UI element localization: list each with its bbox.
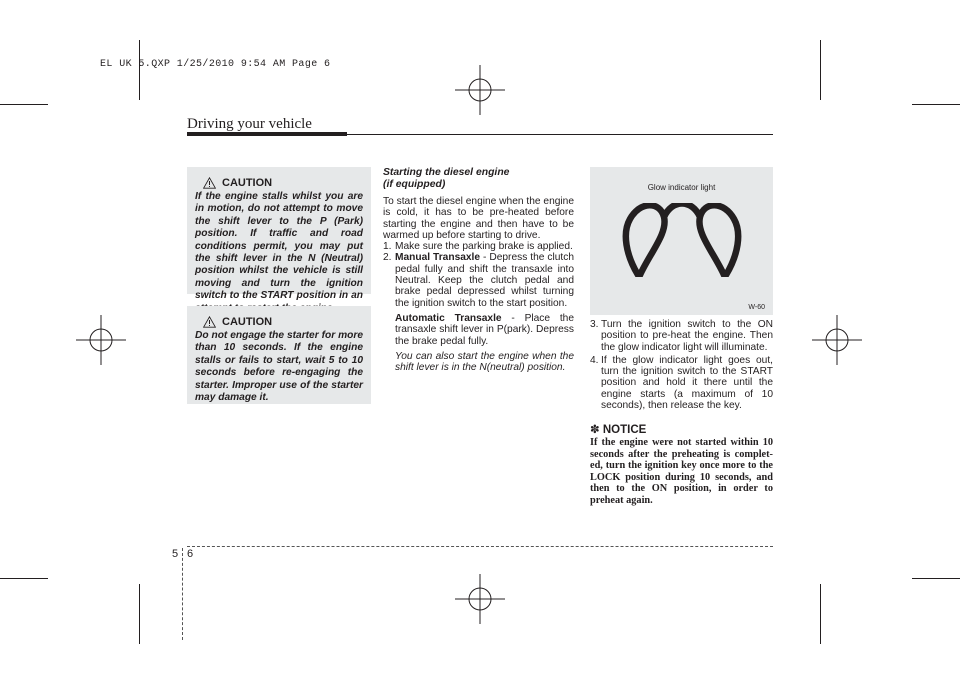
section-title: Driving your vehicle [187, 116, 312, 132]
list-item: 2. Manual Transaxle - Depress the clutch pedal fully and shift the transaxle into Neutral. Keep the clutch pedal and brake pedal depressed whilst turning the ignition switch to the start position. [383, 252, 574, 309]
list-item: 1. Make sure the parking brake is applied. [383, 241, 573, 253]
caution-box-starter [187, 306, 371, 404]
footer-rule [187, 546, 773, 547]
automatic-transaxle-paragraph: Automatic Transaxle - Place the transaxle shift lever in P(park). Depress the brake pedal fully. [395, 312, 574, 347]
subheading: Starting the diesel engine (if equipped) [383, 167, 510, 190]
crop-mark [0, 578, 48, 579]
registration-mark-icon [455, 65, 505, 115]
caution-text: If the engine stalls whilst you are in motion, do not attempt to move the shift lever to the P (Park) position. If traffic and road conditions permit, you may put the shift lever in the N (Neutral) position whilst the vehicle is still moving and turn the ignition switch to the START position in an [195, 191, 363, 302]
crop-mark [139, 40, 140, 100]
registration-mark-icon [455, 574, 505, 624]
intro-paragraph: To start the diesel engine when the engine is cold, it has to be pre-heated before starting the engine and then have to be warmed up before starting to drive. [383, 196, 574, 241]
caution-label: CAUTION [222, 177, 273, 189]
crop-mark [820, 40, 821, 100]
list-item: 4. If the glow indicator light goes out, turn the ignition switch to the START position and hold it there until the engine starts (a maximum of 10 seconds), then release the key. [590, 354, 773, 412]
notice-label: NOTICE [602, 424, 647, 436]
neutral-note: You can also start the engine when the shift lever is in the N(neutral) position. [395, 350, 574, 374]
crop-mark [139, 584, 140, 644]
page-number-divider [182, 548, 183, 640]
warning-triangle-icon [203, 316, 216, 328]
notice-heading [590, 422, 646, 436]
crop-mark [820, 584, 821, 644]
glow-plug-indicator-icon [620, 203, 744, 277]
caution-box-stall [187, 167, 371, 302]
caution-text: Do not engage the starter for more than 10 seconds. If the engine stalls or fails to start, wait 5 to 10 seconds before re-engaging the starter. Improper use of the starter may damage it. [195, 330, 363, 404]
caution-label: CAUTION [222, 316, 273, 328]
diesel-start-section [383, 167, 574, 373]
crop-mark [912, 104, 960, 105]
chapter-number: 5 [172, 548, 179, 560]
print-slug: EL UK 5.QXP 1/25/2010 9:54 AM Page 6 [100, 59, 331, 70]
caution-heading [203, 177, 363, 189]
registration-mark-icon [812, 315, 862, 365]
caution-heading [203, 316, 363, 328]
steps-continued [590, 319, 773, 411]
glow-indicator-figure [590, 167, 773, 315]
figure-caption: Glow indicator light [647, 183, 716, 192]
crop-mark [912, 578, 960, 579]
notice-text: If the engine were not started within 10 seconds after the preheating is complet-ed, turn the ignition key once more to the LOCK position during 10 seconds, and then to the ON position, in order to preheat again. [590, 437, 773, 506]
list-item: 3. Turn the ignition switch to the ON position to pre-heat the engine. Then the glow indicator light will illuminate. [590, 319, 773, 353]
registration-mark-icon [76, 315, 126, 365]
notice-star-icon: ✽ [590, 424, 600, 436]
warning-triangle-icon [203, 177, 216, 189]
crop-mark [0, 104, 48, 105]
page-number: 6 [187, 548, 194, 560]
figure-code: W-60 [748, 304, 765, 311]
header-rule-accent [187, 132, 347, 136]
